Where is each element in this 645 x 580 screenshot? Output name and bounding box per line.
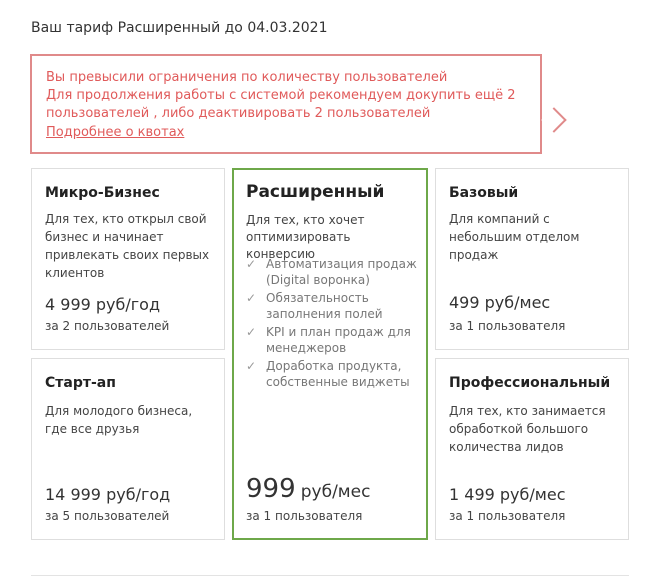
price-unit: руб/мес bbox=[300, 482, 371, 502]
plan-card-professional[interactable] bbox=[435, 358, 629, 540]
check-icon: ✓ bbox=[246, 291, 257, 305]
plan-card-startup[interactable] bbox=[31, 358, 225, 540]
plan-name: Микро-Бизнес bbox=[45, 185, 160, 201]
check-icon: ✓ bbox=[246, 325, 257, 339]
plan-price: 1 499 руб/мес bbox=[449, 485, 566, 504]
plan-card-micro-business[interactable] bbox=[31, 168, 225, 350]
feature-item: ✓ Автоматизация продаж (Digital воронка) bbox=[246, 257, 417, 287]
plan-description: Для тех, кто занимается обработкой большого количества лидов bbox=[449, 404, 606, 454]
plan-users: за 1 пользователя bbox=[449, 319, 566, 333]
check-icon: ✓ bbox=[246, 359, 257, 373]
current-tariff-text: Ваш тариф Расширенный до 04.03.2021 bbox=[31, 20, 328, 36]
plan-name: Старт-ап bbox=[45, 375, 116, 391]
price-amount: 999 bbox=[246, 474, 296, 504]
plan-description: Для тех, кто открыл свой бизнес и начинает привлекать своих первых клиентов bbox=[45, 212, 210, 280]
warning-line: пользователей , либо деактивировать 2 пользователей bbox=[46, 106, 431, 121]
feature-item: ✓ Обязательность заполнения полей bbox=[246, 291, 383, 321]
plan-price: 4 999 руб/год bbox=[45, 295, 161, 314]
plan-features-list bbox=[246, 256, 424, 392]
feature-item: ✓ KPI и план продаж для менеджеров bbox=[246, 325, 411, 355]
divider bbox=[31, 575, 629, 576]
plan-price: 499 руб/мес bbox=[449, 293, 551, 312]
plan-name: Базовый bbox=[449, 185, 519, 201]
plan-price bbox=[246, 474, 370, 504]
plan-card-basic[interactable] bbox=[435, 168, 629, 350]
plan-description: Для молодого бизнеса, где все друзья bbox=[45, 404, 193, 436]
plan-users: за 1 пользователя bbox=[449, 509, 566, 523]
quota-details-link[interactable]: Подробнее о квотах bbox=[46, 125, 185, 140]
quota-warning-box bbox=[30, 54, 542, 154]
warning-box-notch bbox=[541, 107, 566, 132]
warning-line: Для продолжения работы с системой рекомендуем докупить ещё 2 bbox=[46, 88, 516, 103]
plan-description: Для тех, кто хочет оптимизировать конверсию bbox=[246, 213, 365, 261]
warning-line: Вы превысили ограничения по количеству пользователей bbox=[46, 70, 448, 85]
plan-users: за 2 пользователей bbox=[45, 319, 170, 333]
plan-card-extended[interactable] bbox=[232, 168, 428, 540]
plan-name: Расширенный bbox=[246, 182, 385, 202]
plan-price: 14 999 руб/год bbox=[45, 485, 171, 504]
check-icon: ✓ bbox=[246, 257, 257, 271]
feature-item: ✓ Доработка продукта, собственные виджеты bbox=[246, 359, 410, 389]
plan-name: Профессиональный bbox=[449, 375, 611, 391]
warning-message bbox=[46, 69, 526, 123]
plan-users: за 5 пользователей bbox=[45, 509, 170, 523]
plan-description: Для компаний с небольшим отделом продаж bbox=[449, 212, 580, 262]
plan-users: за 1 пользователя bbox=[246, 509, 363, 523]
